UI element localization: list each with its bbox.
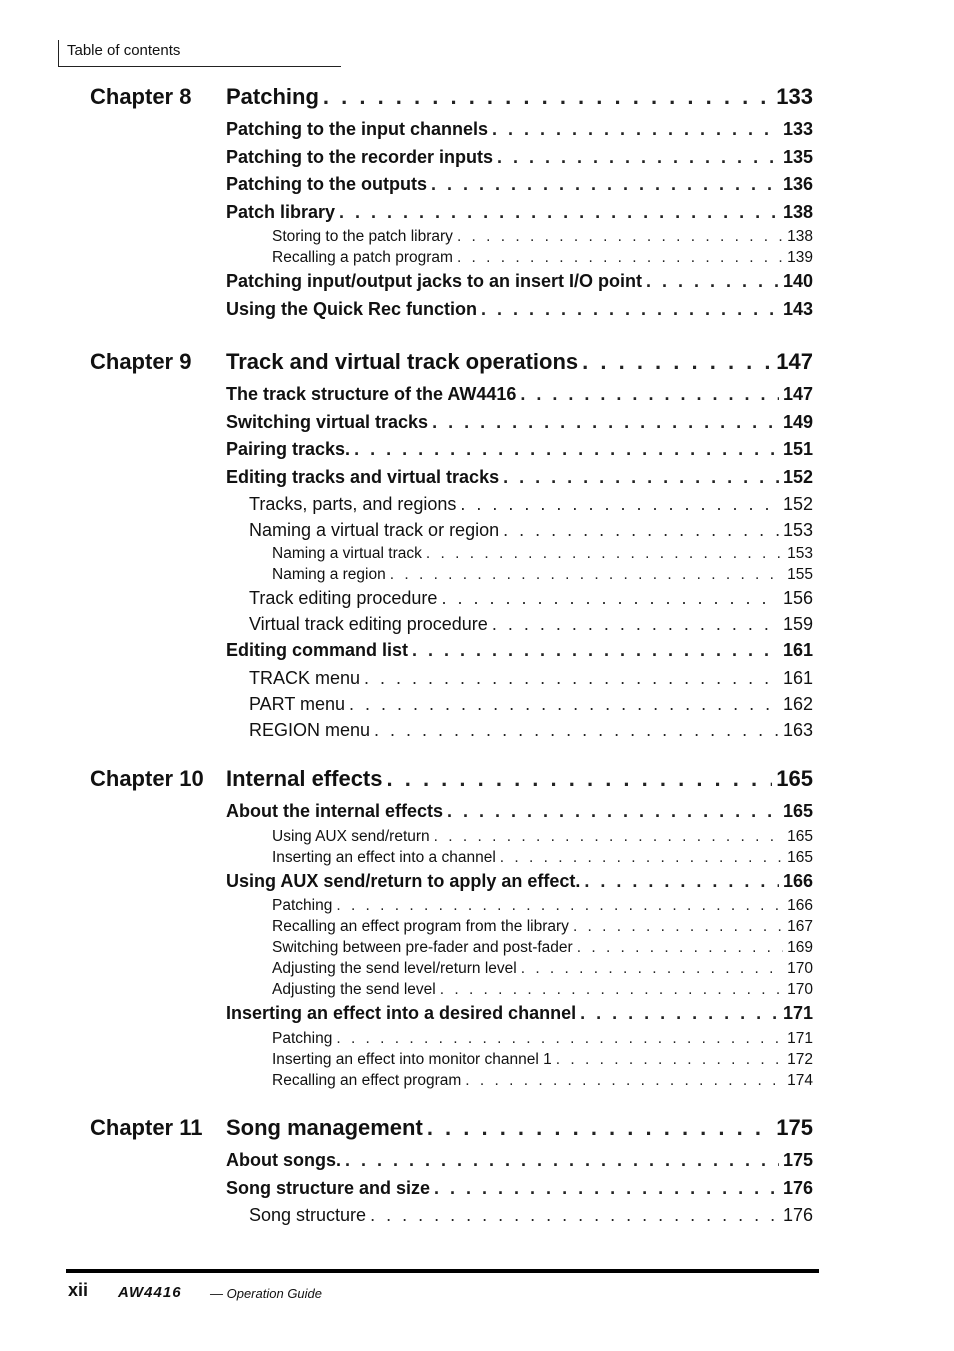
entry-page: 151: [782, 439, 813, 459]
entry-title: Switching virtual tracks: [226, 411, 429, 432]
entry-page: 163: [782, 719, 813, 740]
leader-dots: [339, 199, 779, 227]
chapter-page: 147: [776, 349, 813, 374]
chapter-number: Chapter 11: [90, 1115, 203, 1140]
entry-page: 138: [782, 201, 813, 222]
chapter-page: 165: [776, 766, 813, 791]
leader-dots: [582, 349, 772, 375]
toc-entry[interactable]: [226, 798, 813, 826]
chapter-number: Chapter 9: [90, 349, 192, 374]
chapter-entries: [226, 1147, 813, 1228]
entry-title: Tracks, parts, and regions: [249, 494, 457, 514]
leader-dots: [370, 1202, 779, 1228]
entry-page: 175: [782, 1150, 813, 1170]
leader-dots: [520, 381, 779, 409]
leader-dots: [440, 979, 783, 1000]
header-label: Table of contents: [67, 42, 181, 59]
entry-page: 165: [782, 801, 813, 821]
leader-dots: [556, 1049, 783, 1070]
chapter-number: Chapter 8: [90, 84, 192, 109]
toc-entry[interactable]: [249, 665, 813, 691]
toc-entry[interactable]: [226, 1175, 813, 1203]
toc-entry[interactable]: [249, 611, 813, 637]
leader-dots: [364, 665, 779, 691]
entry-page: 165: [787, 848, 813, 866]
entry-page: 152: [782, 494, 813, 514]
entry-title: Patching to the recorder inputs: [226, 146, 494, 167]
toc-entry[interactable]: [272, 895, 813, 916]
entry-page: 147: [782, 384, 813, 404]
entry-page: 170: [787, 981, 813, 998]
chapter-entries: [226, 798, 813, 1091]
toc-entry[interactable]: [249, 691, 813, 717]
entry-page: 162: [782, 693, 813, 714]
entry-title: Using the Quick Rec function: [226, 298, 478, 319]
leader-dots: [374, 717, 779, 743]
toc-entry[interactable]: [226, 1000, 813, 1028]
leader-dots: [323, 84, 772, 110]
entry-title: Adjusting the send level: [272, 981, 436, 998]
leader-dots: [646, 268, 779, 296]
entry-title: Inserting an effect into a channel: [272, 848, 496, 866]
leader-dots: [434, 826, 783, 847]
toc-entry[interactable]: [272, 1049, 813, 1070]
entry-title: Patching: [272, 1029, 333, 1047]
toc-entry[interactable]: [249, 1202, 813, 1228]
chapter-heading[interactable]: [90, 84, 813, 116]
footer-guide-title: — Operation Guide: [210, 1286, 323, 1301]
footer-page-number: xii: [68, 1280, 89, 1300]
toc-entry[interactable]: [272, 226, 813, 247]
chapter-block: [90, 84, 813, 323]
toc-entry[interactable]: [272, 826, 813, 847]
chapter-page: 175: [776, 1115, 813, 1140]
leader-dots: [492, 116, 779, 144]
toc-entry[interactable]: [226, 296, 813, 324]
chapter-heading[interactable]: [90, 349, 813, 381]
entry-page: 156: [782, 588, 813, 608]
leader-dots: [432, 409, 779, 437]
leader-dots: [427, 1115, 772, 1141]
entry-page: 171: [782, 1003, 813, 1023]
chapter-block: [90, 766, 813, 1091]
entry-title: Patch library: [226, 201, 336, 222]
entry-page: 172: [787, 1050, 813, 1068]
leader-dots: [441, 585, 779, 611]
leader-dots: [577, 937, 783, 958]
leader-dots: [580, 1000, 779, 1028]
leader-dots: [431, 171, 779, 199]
toc-entry[interactable]: [226, 637, 813, 665]
toc-entry[interactable]: [226, 868, 813, 896]
toc-entry[interactable]: [272, 1028, 813, 1049]
leader-dots: [460, 491, 779, 517]
entry-page: 176: [782, 1205, 813, 1225]
toc-entry[interactable]: [226, 464, 813, 492]
leader-dots: [503, 517, 779, 543]
entry-title: About the internal effects: [226, 801, 444, 821]
entry-title: Inserting an effect into monitor channel 1: [272, 1050, 552, 1068]
entry-title: Storing to the patch library: [272, 228, 453, 245]
entry-page: 138: [787, 228, 813, 245]
toc-entry[interactable]: [272, 247, 813, 268]
chapter-page: 133: [776, 84, 813, 109]
entry-title: TRACK menu: [249, 667, 361, 688]
chapter-heading[interactable]: [90, 766, 813, 798]
toc-entry[interactable]: [249, 717, 813, 743]
leader-dots: [387, 766, 773, 792]
leader-dots: [584, 868, 779, 896]
entry-title: Recalling a patch program: [272, 249, 453, 266]
chapter-entries: [226, 116, 813, 323]
toc-entry[interactable]: [272, 916, 813, 937]
entry-title: Editing command list: [226, 640, 409, 660]
entry-title: Switching between pre-fader and post-fader: [272, 939, 573, 956]
entry-title: Using AUX send/return to apply an effect.: [226, 870, 581, 891]
leader-dots: [345, 1147, 779, 1175]
leader-dots: [390, 564, 783, 585]
entry-title: Track editing procedure: [249, 588, 438, 608]
toc-entry[interactable]: [226, 144, 813, 172]
entry-title: About songs.: [226, 1150, 341, 1170]
entry-page: 171: [787, 1029, 813, 1047]
chapter-title: Track and virtual track operations: [226, 349, 579, 374]
toc-entry[interactable]: [226, 268, 813, 296]
entry-page: 152: [782, 466, 813, 487]
toc-entry[interactable]: [226, 381, 813, 409]
toc-entry[interactable]: [249, 585, 813, 611]
entry-title: Song structure and size: [226, 1177, 431, 1198]
chapter-title: Patching: [226, 84, 319, 109]
toc-entry[interactable]: [249, 517, 813, 543]
leader-dots: [503, 464, 779, 492]
entry-page: 166: [787, 897, 813, 914]
footer-logo: AW4416: [118, 1284, 182, 1301]
leader-dots: [497, 144, 779, 172]
toc-entry[interactable]: [272, 958, 813, 979]
toc-entry[interactable]: [226, 171, 813, 199]
entry-page: 155: [787, 566, 813, 583]
leader-dots: [457, 247, 783, 268]
entry-title: Inserting an effect into a desired channel: [226, 1003, 577, 1023]
toc-entry[interactable]: [226, 1147, 813, 1175]
leader-dots: [521, 958, 783, 979]
leader-dots: [492, 611, 779, 637]
entry-page: 153: [782, 520, 813, 540]
entry-title: PART menu: [249, 693, 346, 714]
entry-title: Patching to the outputs: [226, 174, 427, 194]
entry-page: 149: [782, 411, 813, 432]
entry-title: Pairing tracks.: [226, 439, 351, 459]
toc-entry[interactable]: [272, 564, 813, 585]
entry-title: Virtual track editing procedure: [249, 614, 488, 634]
leader-dots: [412, 637, 779, 665]
entry-page: 166: [782, 870, 813, 891]
leader-dots: [500, 847, 783, 868]
chapter-title: Song management: [226, 1115, 423, 1140]
leader-dots: [354, 436, 779, 464]
entry-title: Naming a region: [272, 566, 386, 583]
entry-page: 159: [782, 614, 813, 634]
leader-dots: [465, 1070, 783, 1091]
leader-dots: [349, 691, 779, 717]
entry-page: 167: [787, 918, 813, 935]
toc-entry[interactable]: [272, 543, 813, 564]
chapter-heading[interactable]: [90, 1115, 813, 1147]
toc-entry[interactable]: [272, 937, 813, 958]
leader-dots: [336, 1028, 783, 1049]
chapter-number: Chapter 10: [90, 766, 204, 791]
chapter-block: [90, 349, 813, 743]
leader-dots: [426, 543, 783, 564]
chapter-entries: [226, 381, 813, 743]
entry-page: 136: [782, 174, 813, 194]
chapter-block: [90, 1115, 813, 1228]
entry-page: 135: [782, 146, 813, 167]
toc-entry[interactable]: [226, 116, 813, 144]
entry-page: 161: [782, 640, 813, 660]
toc-entry[interactable]: [226, 409, 813, 437]
entry-page: 143: [782, 298, 813, 319]
leader-dots: [434, 1175, 779, 1203]
toc-entry[interactable]: [272, 1070, 813, 1091]
entry-title: Adjusting the send level/return level: [272, 960, 517, 977]
entry-title: Naming a virtual track or region: [249, 520, 500, 540]
entry-title: Recalling an effect program from the library: [272, 918, 569, 935]
entry-page: 169: [787, 939, 813, 956]
entry-title: Recalling an effect program: [272, 1071, 462, 1089]
entry-title: The track structure of the AW4416: [226, 384, 517, 404]
entry-page: 133: [782, 119, 813, 139]
footer-rule: [66, 1269, 819, 1273]
entry-title: REGION menu: [249, 719, 371, 740]
entry-page: 165: [787, 827, 813, 845]
header-tab: [58, 40, 341, 67]
entry-page: 140: [782, 271, 813, 291]
leader-dots: [336, 895, 783, 916]
entry-page: 139: [787, 249, 813, 266]
toc-entry[interactable]: [226, 199, 813, 227]
entry-title: Naming a virtual track: [272, 545, 422, 562]
entry-title: Song structure: [249, 1205, 367, 1225]
leader-dots: [457, 226, 783, 247]
toc-entry[interactable]: [272, 847, 813, 868]
leader-dots: [481, 296, 779, 324]
chapter-title: Internal effects: [226, 766, 383, 791]
toc-entry[interactable]: [272, 979, 813, 1000]
entry-title: Patching to the input channels: [226, 119, 489, 139]
entry-page: 174: [787, 1071, 813, 1089]
toc-entry[interactable]: [249, 491, 813, 517]
entry-page: 161: [782, 667, 813, 688]
leader-dots: [573, 916, 783, 937]
entry-title: Patching: [272, 897, 333, 914]
leader-dots: [447, 798, 779, 826]
entry-page: 176: [782, 1177, 813, 1198]
entry-title: Editing tracks and virtual tracks: [226, 466, 500, 487]
entry-page: 170: [787, 960, 813, 977]
toc-entry[interactable]: [226, 436, 813, 464]
entry-title: Using AUX send/return: [272, 827, 430, 845]
entry-title: Patching input/output jacks to an insert I/O point: [226, 271, 643, 291]
entry-page: 153: [787, 545, 813, 562]
